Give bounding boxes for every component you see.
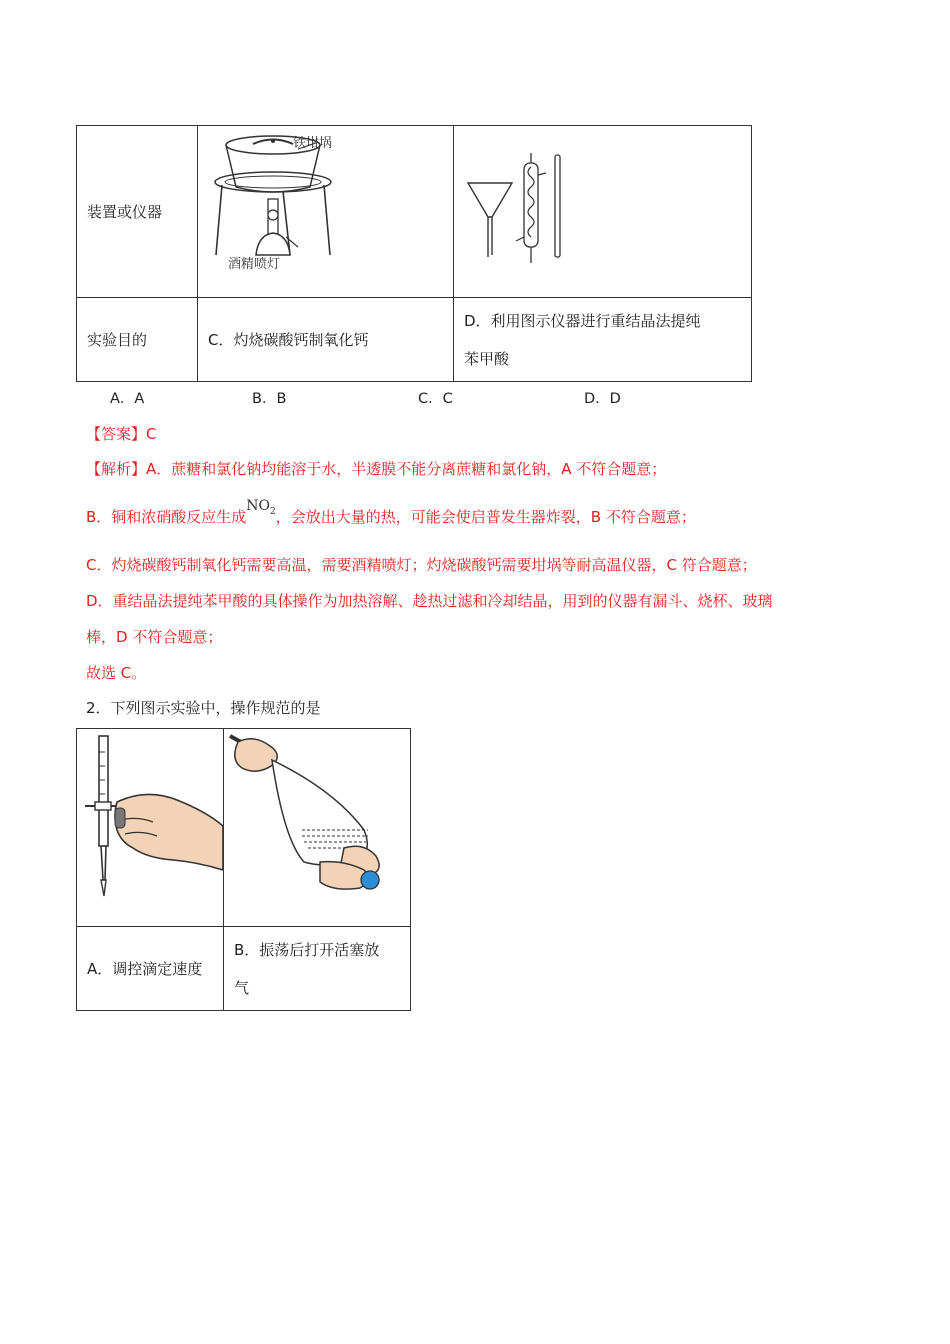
burette-hand-illustration <box>77 730 223 926</box>
option-c: C．C <box>418 391 453 407</box>
burette-figure-cell <box>77 729 224 927</box>
question-2-stem: 2．下列图示实验中，操作规范的是 <box>86 699 321 717</box>
analysis-line-4: D．重结晶法提纯苯甲酸的具体操作为加热溶解、趁热过滤和冷却结晶，用到的仪器有漏斗、烧杯、玻璃 <box>86 592 773 610</box>
funnel-figure-cell <box>454 126 752 298</box>
analysis-line-5: 棒，D 不符合题意； <box>86 628 223 646</box>
analysis-line-1: 【解析】A．蔗糖和氯化钠均能溶于水，半透膜不能分离蔗糖和氯化钠，A 不符合题意； <box>86 460 667 478</box>
analysis-line-3: C．灼烧碳酸钙制氧化钙需要高温，需要酒精喷灯；灼烧碳酸钙需要坩埚等耐高温仪器，C 符合题意； <box>86 556 757 574</box>
funnel-shake-figure-cell <box>224 729 411 927</box>
lamp-label: 酒精喷灯 <box>228 256 281 272</box>
row-label-apparatus: 装置或仪器 <box>77 126 198 298</box>
option-a: A．A <box>110 391 145 407</box>
option-b: B．B <box>252 391 287 407</box>
analysis-line-6: 故选 C。 <box>86 664 147 682</box>
analysis-line-2: B．铜和浓硝酸反应生成$NO_2$，会放出大量的热，可能会使启普发生器炸裂，B 不符合题意； <box>86 498 696 526</box>
option-b-cell: B．振荡后打开活塞放 气 <box>224 927 411 1011</box>
crucible-figure-cell <box>198 126 454 298</box>
option-a-cell: A．调控滴定速度 <box>77 927 224 1011</box>
answer: 【答案】C <box>86 425 157 443</box>
row-label-purpose: 实验目的 <box>77 298 198 382</box>
operations-table <box>76 728 411 1011</box>
separatory-funnel-illustration <box>224 730 410 926</box>
purpose-c: C．灼烧碳酸钙制氧化钙 <box>198 298 454 382</box>
apparatus-table <box>76 125 752 382</box>
crucible-lamp-illustration <box>198 127 453 297</box>
recrystallization-instruments <box>454 127 751 297</box>
purpose-d: D．利用图示仪器进行重结晶法提纯 苯甲酸 <box>454 298 752 382</box>
option-d: D．D <box>584 391 621 407</box>
no2-formula: $NO_2$ <box>246 498 276 517</box>
crucible-label: 铁坩埚 <box>293 135 333 151</box>
